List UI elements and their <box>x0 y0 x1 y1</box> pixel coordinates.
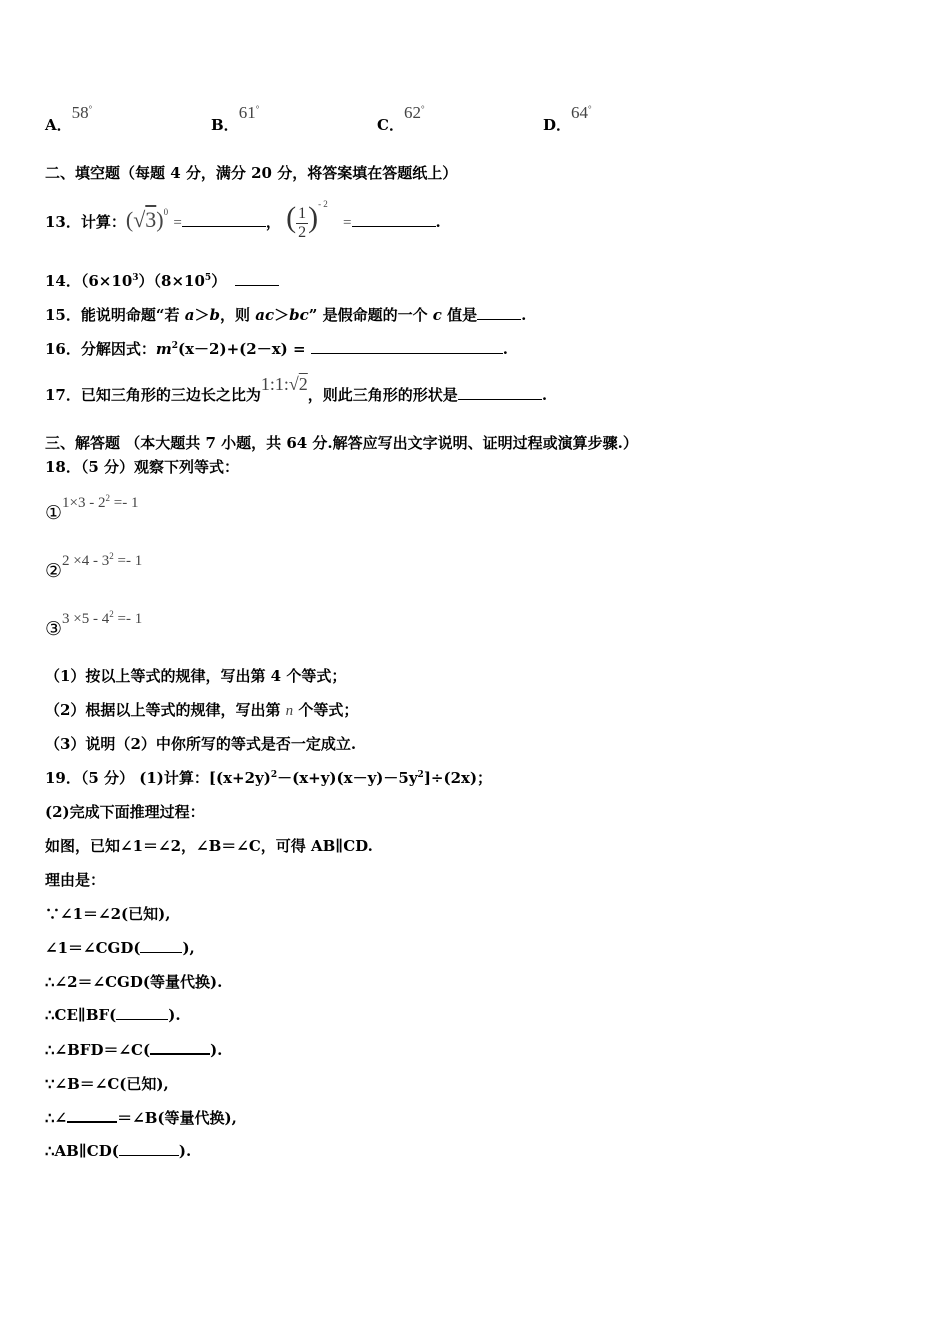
q19-title <box>45 767 492 788</box>
q18-eq1-rhs: =- 1 <box>110 495 139 511</box>
q19-line-2 <box>45 937 195 958</box>
q19-exp-a: 2 <box>270 770 278 780</box>
option-b-degree: ° <box>255 104 260 114</box>
q18-equation-2 <box>45 548 142 584</box>
q19-line2-blank[interactable] <box>140 938 182 953</box>
q15-var-a: a <box>184 306 195 324</box>
q19-line2-post: ), <box>182 939 195 957</box>
q19-line5-pre: ∴∠BFD＝∠C( <box>45 1041 151 1059</box>
option-c <box>377 102 425 134</box>
q14-blank[interactable] <box>235 271 279 286</box>
q14-exp2: 5 <box>204 273 212 283</box>
q15-var-ac: ac <box>255 306 275 324</box>
q15-gt2: ＞ <box>274 306 290 324</box>
q18-part3: （3）说明（2）中你所写的等式是否一定成立. <box>45 735 357 753</box>
q15-blank[interactable] <box>477 305 521 320</box>
q14-prefix: 14．（6×10 <box>45 272 133 290</box>
q17-suffix: ，则此三角形的形状是 <box>307 386 458 404</box>
option-a-label: A． <box>45 116 72 134</box>
q19-line-8 <box>45 1141 191 1160</box>
q19-line6-text: ∵∠B＝∠C(已知), <box>45 1075 169 1093</box>
q18-eq1-mark: ① <box>45 502 63 524</box>
q18-part2-b: 个等式； <box>293 701 359 719</box>
q18-part2-n: n <box>285 703 294 719</box>
q13-end: . <box>435 213 441 231</box>
q13-blank2[interactable] <box>352 212 436 227</box>
q14-mid: ）（8×10 <box>138 272 205 290</box>
q18-eq2-lhs: 2 ×4 - 3 <box>62 553 110 569</box>
q13-exp2: - 2 <box>318 199 328 209</box>
q18-eq3-exp: 2 <box>109 609 114 619</box>
q15-text-d: 值是 <box>441 306 478 324</box>
q17-sqrt2: 2 <box>298 374 308 394</box>
option-b <box>211 102 260 134</box>
q19-line5-blank[interactable] <box>150 1039 210 1055</box>
question-13 <box>45 196 441 240</box>
q13-exp0: 0 <box>163 207 169 217</box>
q19-line-5 <box>45 1039 222 1060</box>
q18-eq3-rhs: =- 1 <box>113 611 143 627</box>
q13-rparen: ) <box>308 201 319 234</box>
q18-eq3-lhs: 3 ×5 - 4 <box>62 611 110 627</box>
q13-blank1[interactable] <box>182 212 266 227</box>
option-c-label: C． <box>377 116 404 134</box>
q13-sqrt-base: 3 <box>145 207 157 232</box>
q19-line4-pre: ∴CE∥BF( <box>45 1006 117 1024</box>
option-a-degree: ° <box>88 104 93 114</box>
q16-blank[interactable] <box>311 339 503 354</box>
q19-title-b: －(x+y)(x－y)－5y <box>277 769 418 787</box>
q13-prefix: 13．计算： <box>45 213 126 231</box>
q18-eq1-lhs: 1×3 - 2 <box>62 495 106 511</box>
q15-end: . <box>521 306 527 324</box>
option-b-value: 61 <box>238 103 256 122</box>
q19-line5-post: ). <box>210 1041 223 1059</box>
option-a <box>45 102 93 134</box>
q13-comma: ， <box>265 213 281 231</box>
q13-denominator: 2 <box>298 223 307 241</box>
option-d <box>543 102 592 134</box>
q17-blank[interactable] <box>458 385 542 400</box>
q19-given: 如图，已知∠1＝∠2，∠B＝∠C，可得 AB∥CD. <box>45 837 373 855</box>
q13-numerator: 1 <box>298 204 307 222</box>
q15-text-c: ” 是假命题的一个 <box>308 306 433 324</box>
q16-var-m: m <box>155 340 172 358</box>
q13-eq1: = <box>173 215 182 231</box>
q19-part2: (2)完成下面推理过程： <box>45 803 205 821</box>
option-c-value: 62 <box>403 103 421 122</box>
q15-var-b: b <box>209 306 220 324</box>
q19-line8-pre: ∴AB∥CD( <box>45 1142 119 1160</box>
q19-line-1 <box>45 903 170 924</box>
q19-line8-blank[interactable] <box>119 1141 179 1156</box>
q16-prefix: 16．分解因式： <box>45 340 156 358</box>
q19-title-a: 19．（5 分） (1)计算：[(x+2y) <box>45 769 271 787</box>
q14-exp1: 3 <box>132 273 139 283</box>
q18-eq1-exp: 2 <box>105 493 111 503</box>
q16-end: . <box>502 340 508 358</box>
q19-line7-blank[interactable] <box>67 1107 117 1123</box>
q15-text-b: ，则 <box>219 306 256 324</box>
section3-heading: 三、解答题 （本大题共 7 小题，共 64 分.解答应写出文字说明、证明过程或演算步骤.） <box>45 434 638 452</box>
q16-expr: (x－2)+(2－x) = <box>178 340 306 358</box>
question-14 <box>45 270 279 291</box>
q17-end: . <box>541 386 548 404</box>
question-16 <box>45 338 508 359</box>
q18-eq2-rhs: =- 1 <box>113 553 143 569</box>
q15-var-c: c <box>432 306 442 324</box>
q19-line7-pre: ∴∠ <box>45 1109 68 1127</box>
question-17 <box>45 372 547 408</box>
q17-prefix: 17．已知三角形的三边长之比为 <box>45 386 261 404</box>
q17-ratio-text: 1:1: <box>260 374 289 394</box>
q18-part2 <box>45 699 358 720</box>
q15-var-bc: bc <box>289 306 309 324</box>
q19-line3-text: ∴∠2＝∠CGD(等量代换). <box>45 973 223 991</box>
q19-line8-post: ). <box>178 1142 192 1160</box>
option-d-value: 64 <box>571 103 589 122</box>
q19-line-7 <box>45 1107 237 1128</box>
q19-line-6 <box>45 1073 169 1094</box>
q13-fraction <box>296 205 308 242</box>
q19-exp-b: 2 <box>417 770 424 780</box>
q19-line-4 <box>45 1005 181 1024</box>
q19-line4-post: ). <box>168 1006 181 1024</box>
q19-reason: 理由是： <box>45 871 106 889</box>
q18-part2-a: （2）根据以上等式的规律，写出第 <box>45 701 286 719</box>
option-b-label: B． <box>211 116 239 134</box>
q18-title: 18．（5 分）观察下列等式： <box>45 458 240 476</box>
section2-heading: 二、填空题（每题 4 分，满分 20 分，将答案填在答题纸上） <box>45 164 458 182</box>
q14-suffix: ） <box>211 272 227 290</box>
q15-text-a: 15．能说明命题“若 <box>45 306 185 324</box>
q13-eq2: = <box>343 215 352 231</box>
q19-line-3 <box>45 971 222 992</box>
q19-line2-pre: ∠1＝∠CGD( <box>45 939 141 957</box>
q18-eq3-mark: ③ <box>45 618 63 640</box>
q15-gt1: ＞ <box>194 306 210 324</box>
q18-eq2-exp: 2 <box>109 551 114 561</box>
q19-line1-text: ∵∠1＝∠2(已知), <box>45 905 171 923</box>
option-a-value: 58 <box>71 103 89 122</box>
q18-equation-1 <box>45 490 138 526</box>
option-d-label: D． <box>543 116 572 134</box>
q18-eq2-mark: ② <box>45 560 63 582</box>
option-d-degree: ° <box>588 104 592 114</box>
q18-part1: （1）按以上等式的规律，写出第 4 个等式； <box>45 667 347 685</box>
q13-lparen: ( <box>286 201 297 234</box>
question-15 <box>45 304 526 325</box>
q19-line4-blank[interactable] <box>116 1005 168 1020</box>
option-c-degree: ° <box>420 104 425 114</box>
q16-exp: 2 <box>171 341 179 351</box>
q13-sqrt3: (√3) <box>125 207 164 232</box>
q18-equation-3 <box>45 606 142 642</box>
q17-ratio: 1:1:√2 <box>260 374 308 394</box>
q19-line7-post: ＝∠B(等量代换), <box>117 1109 237 1127</box>
q19-title-c: ]÷(2x)； <box>423 769 493 787</box>
